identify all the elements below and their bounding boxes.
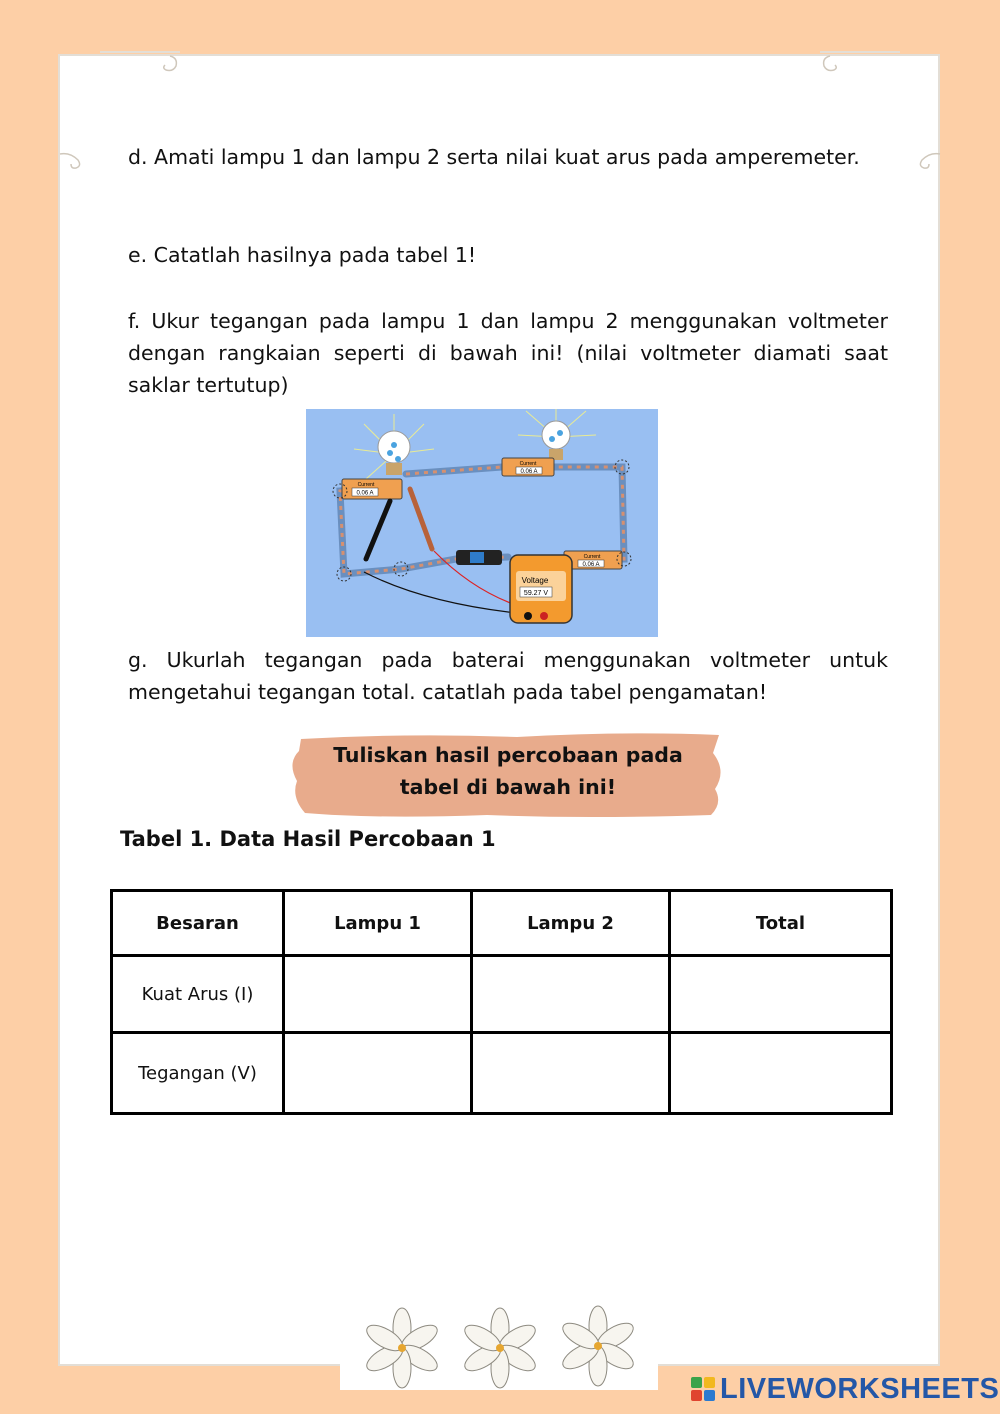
voltmeter-value: 59.27 V bbox=[523, 590, 549, 597]
banner-line-2: tabel di bawah ini! bbox=[399, 775, 617, 799]
row-label-kuat-arus: Kuat Arus (I) bbox=[112, 956, 284, 1033]
header-lampu-1: Lampu 1 bbox=[284, 891, 472, 956]
instruction-e: e. Catatlah hasilnya pada tabel 1! bbox=[128, 243, 477, 267]
ammeter-3-label: Current bbox=[583, 554, 601, 560]
instruction-d: d. Amati lampu 1 dan lampu 2 serta nilai kuat arus pada amperemeter. bbox=[128, 145, 860, 169]
table-title: Tabel 1. Data Hasil Percobaan 1 bbox=[120, 827, 496, 851]
circuit-simulation-image bbox=[306, 409, 658, 637]
table-row bbox=[112, 956, 892, 1033]
left-ornament bbox=[58, 148, 88, 172]
flowers-decoration bbox=[340, 1300, 658, 1390]
ammeter-2-label: Current bbox=[519, 461, 537, 467]
header-total: Total bbox=[670, 891, 892, 956]
ammeter-1 bbox=[342, 479, 402, 499]
liveworksheets-logo[interactable] bbox=[690, 1374, 999, 1404]
flower-3 bbox=[559, 1306, 637, 1386]
right-ornament bbox=[912, 148, 942, 172]
flower-2 bbox=[461, 1308, 539, 1388]
flower-1 bbox=[363, 1308, 441, 1388]
banner-text bbox=[318, 739, 698, 803]
ammeter-2 bbox=[502, 458, 554, 476]
tegangan-lampu-1-cell[interactable] bbox=[284, 1033, 472, 1114]
ammeter-3-value: 0.06 A bbox=[582, 562, 600, 568]
table-header-row bbox=[112, 891, 892, 956]
header-besaran: Besaran bbox=[112, 891, 284, 956]
voltmeter bbox=[510, 555, 572, 623]
kuat-arus-lampu-1-cell[interactable] bbox=[284, 956, 472, 1033]
liveworksheets-wordmark: LIVEWORKSHEETS bbox=[720, 1372, 1000, 1405]
banner-line-1: Tuliskan hasil percobaan pada bbox=[333, 743, 683, 767]
kuat-arus-total-cell[interactable] bbox=[670, 956, 892, 1033]
tegangan-lampu-2-cell[interactable] bbox=[472, 1033, 670, 1114]
tegangan-total-cell[interactable] bbox=[670, 1033, 892, 1114]
top-left-ornament bbox=[100, 48, 190, 80]
row-label-tegangan: Tegangan (V) bbox=[112, 1033, 284, 1114]
battery bbox=[456, 550, 502, 565]
kuat-arus-lampu-2-cell[interactable] bbox=[472, 956, 670, 1033]
header-lampu-2: Lampu 2 bbox=[472, 891, 670, 956]
ammeter-1-value: 0.06 A bbox=[356, 490, 374, 497]
instruction-f: f. Ukur tegangan pada lampu 1 dan lampu 2 menggunakan voltmeter dengan rangkaian seperti di bawah ini! (nilai voltmeter diamati saat saklar tertutup) bbox=[128, 309, 888, 397]
instruction-g: g. Ukurlah tegangan pada baterai menggunakan voltmeter untuk mengetahui tegangan total. catatlah pada tabel pengamatan! bbox=[128, 648, 888, 704]
top-right-ornament bbox=[810, 48, 900, 80]
liveworksheets-logo-icon bbox=[690, 1376, 716, 1402]
data-table bbox=[110, 889, 893, 1115]
table-row bbox=[112, 1033, 892, 1114]
ammeter-2-value: 0.06 A bbox=[520, 469, 538, 475]
voltmeter-label: Voltage bbox=[521, 576, 549, 585]
ammeter-1-label: Current bbox=[357, 482, 375, 488]
